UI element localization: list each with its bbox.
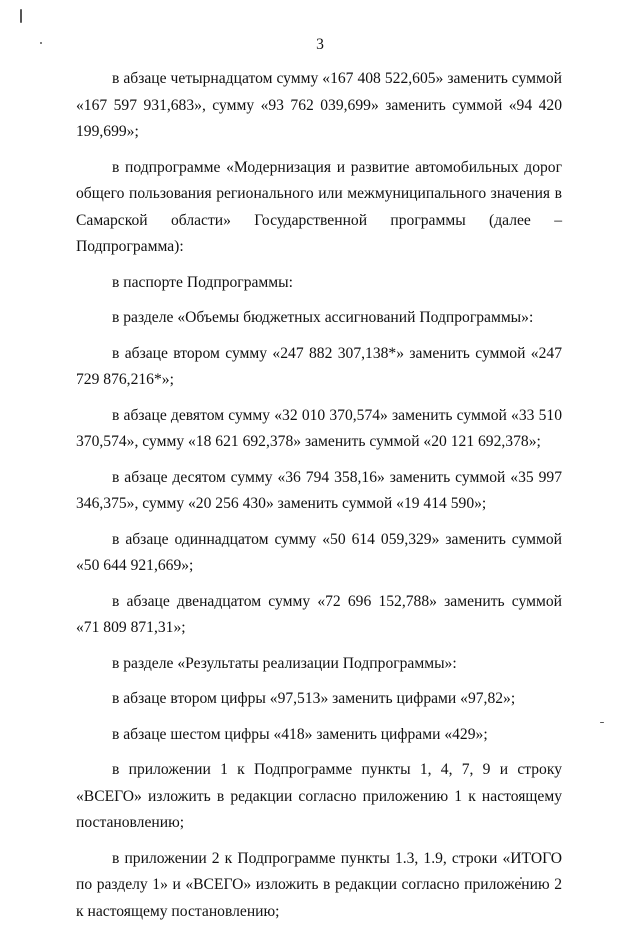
paragraph: в приложении 2 к Подпрограмме пункты 1.3, 1.9, строки «ИТОГО по разделу 1» и «ВСЕГО» изложить в редакции согласно приложению 2 к настоящему постановлению; [76, 846, 562, 925]
paragraph: в разделе «Результаты реализации Подпрограммы»: [76, 651, 562, 678]
paragraph: в абзаце втором сумму «247 882 307,138*» заменить суммой «247 729 876,216*»; [76, 341, 562, 394]
paragraph: в абзаце четырнадцатом сумму «167 408 522,605» заменить суммой «167 597 931,683», сумму «93 762 039,699» заменить суммой «94 420 199,699»; [76, 66, 562, 146]
paragraph: в абзаце шестом цифры «418» заменить цифрами «429»; [76, 722, 562, 749]
paragraph: в абзаце двенадцатом сумму «72 696 152,788» заменить суммой «71 809 871,31»; [76, 589, 562, 642]
paragraph: в подпрограмме «Модернизация и развитие автомобильных дорог общего пользования регионального или межмуниципального значения в Самарской области» Государственной программы (далее – Подпрограмма): [76, 155, 562, 261]
paragraph: в паспорте Подпрограммы: [76, 270, 562, 297]
paragraph: в абзаце девятом сумму «32 010 370,574» заменить суммой «33 510 370,574», сумму «18 621 692,378» заменить суммой «20 121 692,378»; [76, 403, 562, 456]
paragraph: в разделе «Объемы бюджетных ассигнований Подпрограммы»: [76, 305, 562, 332]
page-number: 3 [0, 36, 640, 54]
paragraph: в абзаце десятом сумму «36 794 358,16» заменить суммой «35 997 346,375», сумму «20 256 430» заменить суммой «19 414 590»; [76, 465, 562, 518]
paragraph: в абзаце втором цифры «97,513» заменить цифрами «97,82»; [76, 686, 562, 713]
paragraph: в приложении 1 к Подпрограмме пункты 1, 4, 7, 9 и строку «ВСЕГО» изложить в редакции согласно приложению 1 к настоящему постановлению; [76, 757, 562, 837]
document-body [76, 66, 562, 925]
scan-speck [20, 9, 22, 23]
scan-speck [600, 722, 604, 723]
paragraph: в абзаце одиннадцатом сумму «50 614 059,329» заменить суммой «50 644 921,669»; [76, 527, 562, 580]
